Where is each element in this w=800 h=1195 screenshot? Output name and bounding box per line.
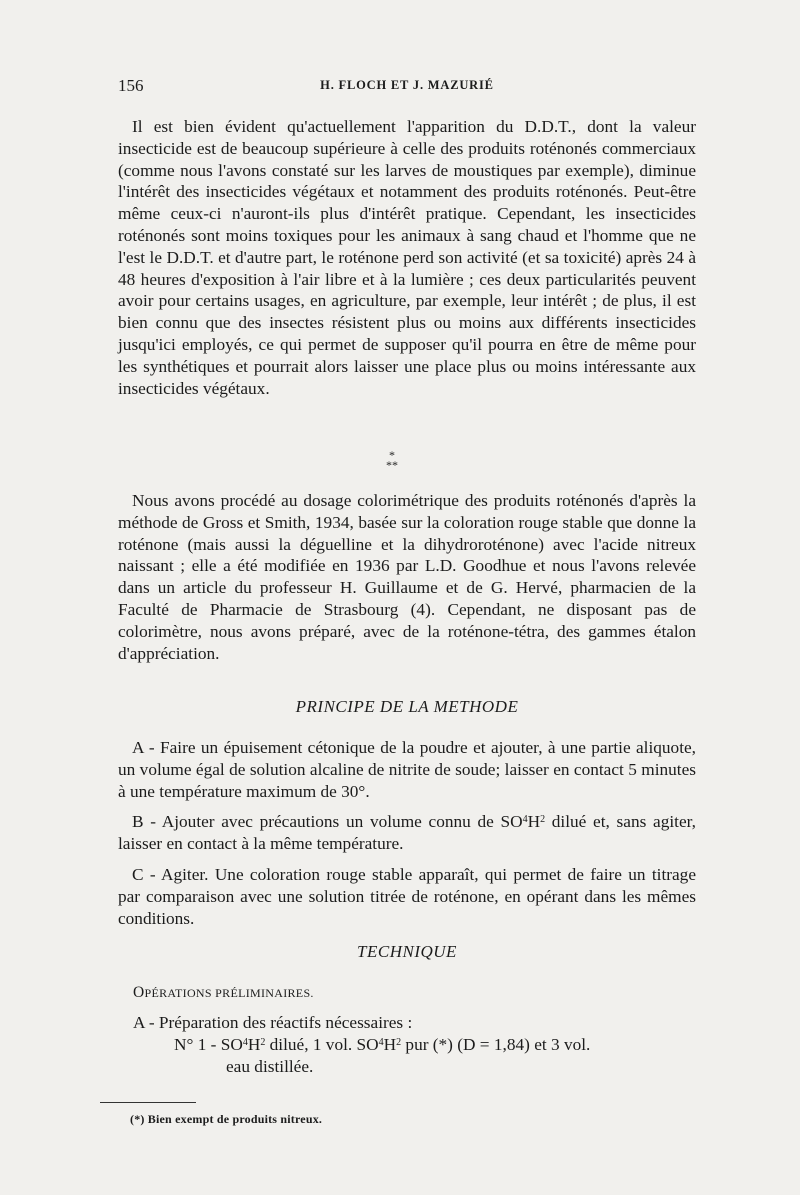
footnote-rule [100, 1102, 196, 1103]
step-a: A - Faire un épuisement cétonique de la poudre et ajouter, à une partie aliquote, un volume égal de solution alcaline de nitrite de soude; laisser en contact 5 minutes à une température maximum de 30°. [118, 738, 696, 801]
method-steps [118, 737, 696, 938]
reagent-1: N° $1 - SO^4H^2$ dilué, 1 vol. $SO^4H^2$ pur (*) (D = 1,84) et 3 vol. eau distillée. [174, 1035, 591, 1076]
paragraph-dosage [118, 490, 696, 664]
section-asterism: * ** [386, 448, 398, 472]
section-title-technique: TECHNIQUE [357, 942, 457, 961]
paragraph-insecticides [118, 116, 696, 399]
paragraph-text: Nous avons procédé au dosage colorimétrique des produits roténonés d'après la méthode de Gross et Smith, 1934, basée sur la coloration rouge stable que donne la roténone (mais aussi la déguelline et la dihydroroténone) avec l'acide nitreux naissant ; elle a été modifiée en 1936 par L.D. Goodhue et nous l'avons relevée dans un article du professeur H. Guillaume et de G. Hervé, pharmacien de la Faculté de Pharmacie de Strasbourg (4). Cependant, ne disposant pas de colorimètre, nous avons préparé, avec de la roténone-tétra, des gammes étalon d'appréciation. [118, 491, 696, 663]
subheading-operations: OPÉRATIONS PRÉLIMINAIRES. [133, 984, 314, 1001]
running-title: H. FLOCH ET J. MAZURIÉ [320, 78, 494, 92]
footnote: (*) Bien exempt de produits nitreux. [130, 1112, 323, 1126]
step-b: B - Ajouter avec précautions un volume connu de $SO^4H^2$ dilué et, sans agiter, laisser en contact à la même température. [118, 812, 697, 854]
section-title-principe: PRINCIPE DE LA METHODE [295, 697, 519, 716]
paragraph-text: Il est bien évident qu'actuellement l'apparition du D.D.T., dont la valeur insecticide est de beaucoup supérieure à celle des produits roténonés commerciaux (comme nous l'avons constaté sur les larves de moustiques par exemple), diminue l'intérêt des insecticides végétaux et notamment des produits roténonés. Peut-être même ceux-ci n'auront-ils plus d'intérêt pratique. Cependant, les insecticides roténonés sont moins toxiques pour les animaux à sang chaud et l'homme que ne l'est le D.D.T. et d'autre part, le roténone perd son activité (et sa toxicité) après 24 à 48 heures d'exposition à l'air libre et à la lumière ; ces deux particularités peuvent avoir pour certains usages, en agriculture, par exemple, leur intérêt ; de plus, il est bien connu que des insectes résistent plus ou moins aux différents insecticides jusqu'ici employés, ce qui permet de supposer qu'il pourra en être de même pour les synthétiques et pourrait alors laisser une place plus ou moins intéressante aux insecticides végétaux. [118, 117, 696, 398]
page-number: 156 [118, 76, 144, 95]
step-c: C - Agiter. Une coloration rouge stable apparaît, qui permet de faire un titrage par comparaison avec une solution titrée de roténone, en opérant dans les mêmes conditions. [118, 864, 696, 928]
item-reagents: A - Préparation des réactifs nécessaires : [133, 1013, 413, 1032]
page-header [118, 76, 696, 100]
